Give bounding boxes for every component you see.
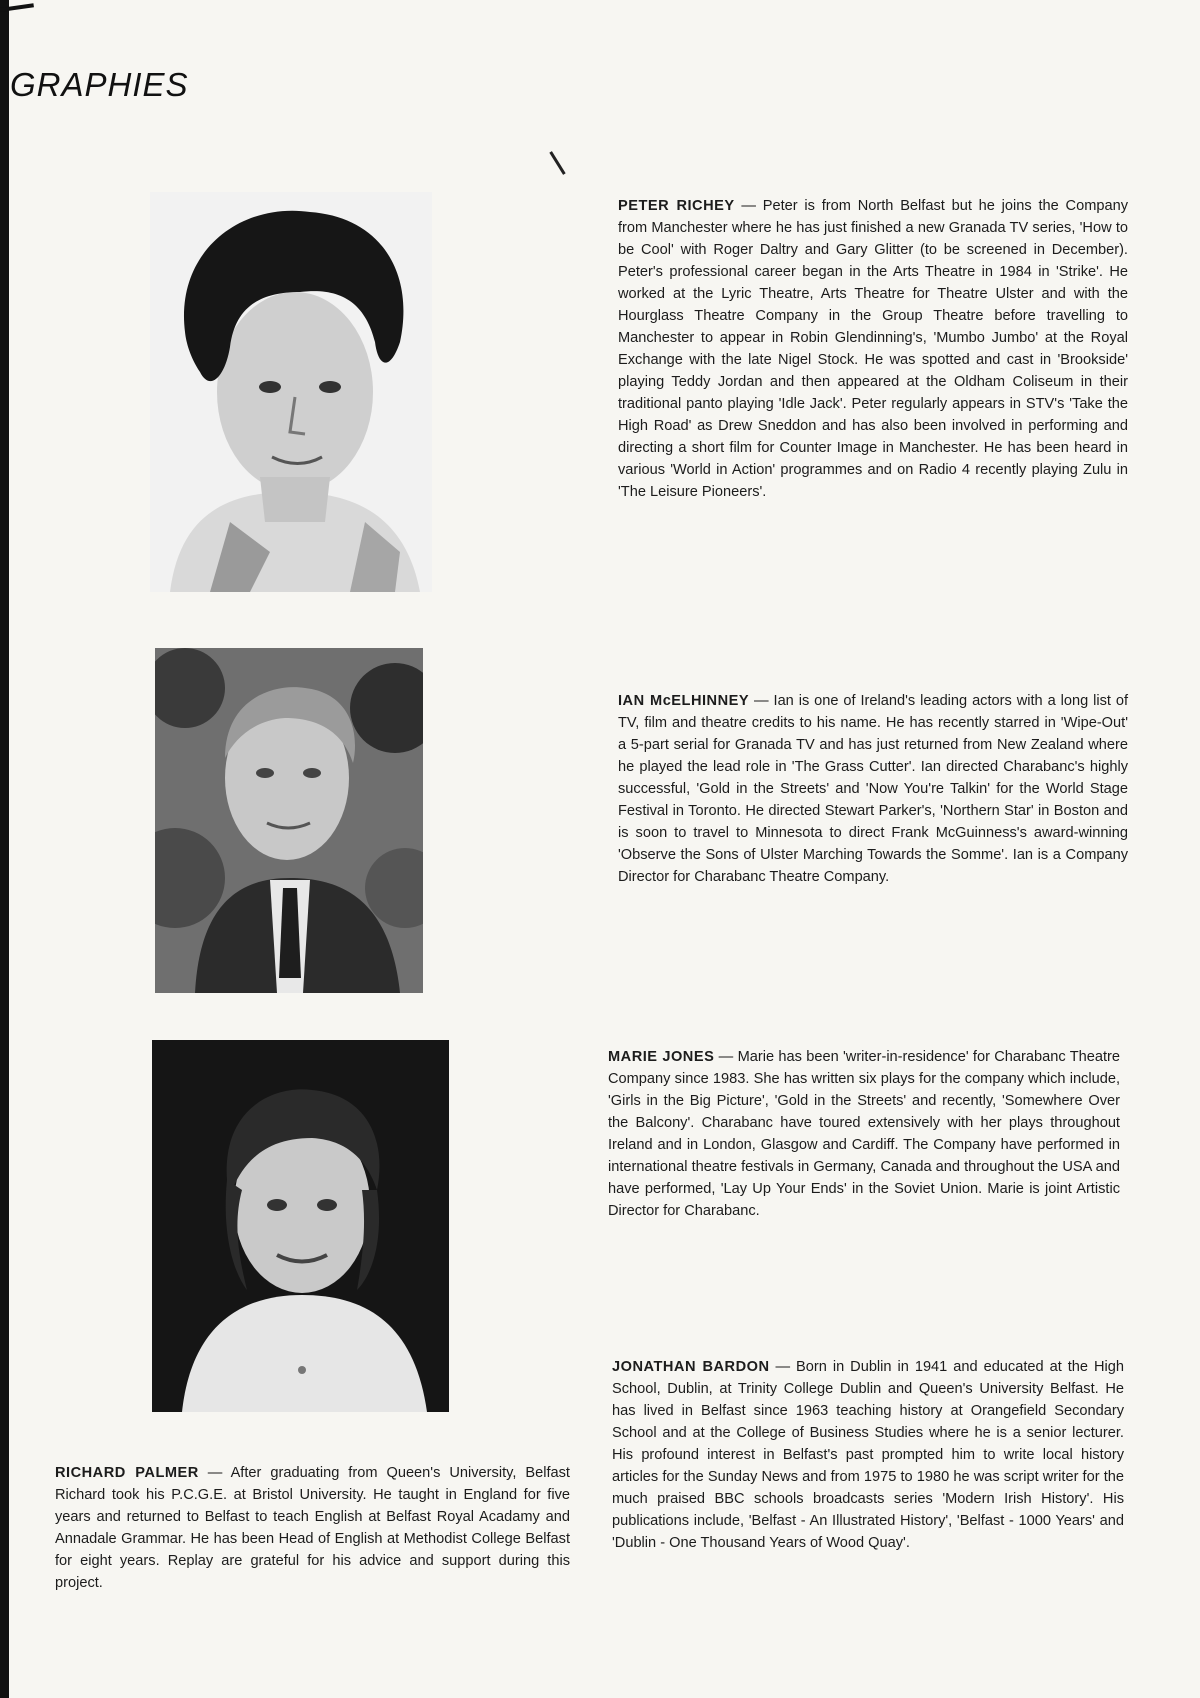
- bio-name: PETER RICHEY: [618, 198, 735, 214]
- bio-text: Ian is one of Ireland's leading actors with a long list of TV, film and theatre credits to his name. He has recently starred in 'Wipe-Out' a 5-part serial for Granada TV and has just returned from New Zealand where he played the lead role in 'The Grass Cutter'. Ian directed Charabanc's highly successful, 'Gold in the Streets' and 'Now You're Talkin' for the World Stage Festival in Toronto. He directed Stewart Parker's, 'Northern Star' in Boston and is soon to travel to Minnesota to direct Frank McGuinness's award-winning 'Observe the Sons of Ulster Marching Towards the Somme'. Ian is a Company Director for Charabanc Theatre Company.: [618, 693, 1128, 885]
- photo-ian-mcelhinney: [155, 648, 423, 993]
- bio-dash: —: [198, 1465, 231, 1481]
- bio-name: JONATHAN BARDON: [612, 1359, 770, 1375]
- bio-dash: —: [714, 1049, 738, 1065]
- bio-peter-richey: [618, 195, 1128, 503]
- page-heading: GRAPHIES: [10, 66, 189, 103]
- bio-name: RICHARD PALMER: [55, 1465, 199, 1481]
- photo-peter-richey: [150, 192, 432, 592]
- bio-dash: —: [749, 693, 774, 709]
- bio-text: Peter is from North Belfast but he joins the Company from Manchester where he has just finished a new Granada TV series, 'How to be Cool' with Roger Daltry and Gary Glitter (to be screened in December). Peter's professional career began in the Arts Theatre in 1984 in 'Strike'. He worked at the Lyric Theatre, Arts Theatre for Theatre Ulster and with the Hourglass Theatre Company in the Group Theatre before travelling to Manchester to appear in Robin Glendinning's, 'Mumbo Jumbo' at the Royal Exchange with the late Nigel Stock. He was spotted and cast in 'Brookside' playing Teddy Jordan and then appeared at the Oldham Coliseum in their traditional panto playing 'Idle Jack'. Peter regularly appears in STV's 'Take the High Road' as Drew Sneddon and has also been involved in performing and directing a short film for Counter Image in Manchester. He has been heard in various 'World in Action' programmes and on Radio 4 recently playing Zulu in 'The Leisure Pioneers'.: [618, 198, 1129, 500]
- bio-text: Born in Dublin in 1941 and educated at the High School, Dublin, at Trinity College Dublin and Queen's University Belfast. He has lived in Belfast since 1963 teaching history at Orangefield Secondary School and at the College of Business Studies where he is a senior lecturer. His profound interest in Belfast's past prompted him to write local history articles for the Sunday News and from 1975 to 1980 he was script writer for the much praised BBC schools broadcasts series 'Modern Irish History'. His publications include, 'Belfast - An Illustrated History', 'Belfast - 1000 Years' and 'Dublin - One Thousand Years of Wood Quay'.: [612, 1359, 1124, 1551]
- bio-name: IAN McELHINNEY: [618, 693, 750, 709]
- left-edge-rule: [0, 0, 9, 1698]
- photo-marie-jones: [152, 1040, 449, 1412]
- bio-richard-palmer: [55, 1462, 570, 1594]
- bio-dash: —: [769, 1359, 797, 1375]
- bio-ian-mcelhinney: [618, 690, 1128, 888]
- bio-jonathan-bardon: [612, 1356, 1124, 1554]
- stray-pen-mark: [549, 151, 565, 175]
- bio-name: MARIE JONES: [608, 1049, 715, 1065]
- bio-text: Marie has been 'writer-in-residence' for Charabanc Theatre Company since 1983. She has written six plays for the company which include, 'Girls in the Big Picture', 'Gold in the Streets' and recently, 'Somewhere Over the Balcony'. Charabanc have toured extensively with her plays throughout Ireland and in London, Glasgow and Cardiff. The Company have performed in international theatre festivals in Germany, Canada and throughout the USA and have performed, 'Lay Up Your Ends' in the Soviet Union. Marie is joint Artistic Director for Charabanc.: [608, 1049, 1121, 1219]
- bio-marie-jones: [608, 1046, 1120, 1222]
- bio-dash: —: [734, 198, 763, 214]
- bio-text: After graduating from Queen's University, Belfast Richard took his P.C.G.E. at Bristol University. He taught in England for five years and returned to Belfast to teach English at Belfast Royal Acadamy and Annadale Grammar. He has been Head of English at Methodist College Belfast for eight years. Replay are grateful for his advice and support during this project.: [55, 1465, 570, 1591]
